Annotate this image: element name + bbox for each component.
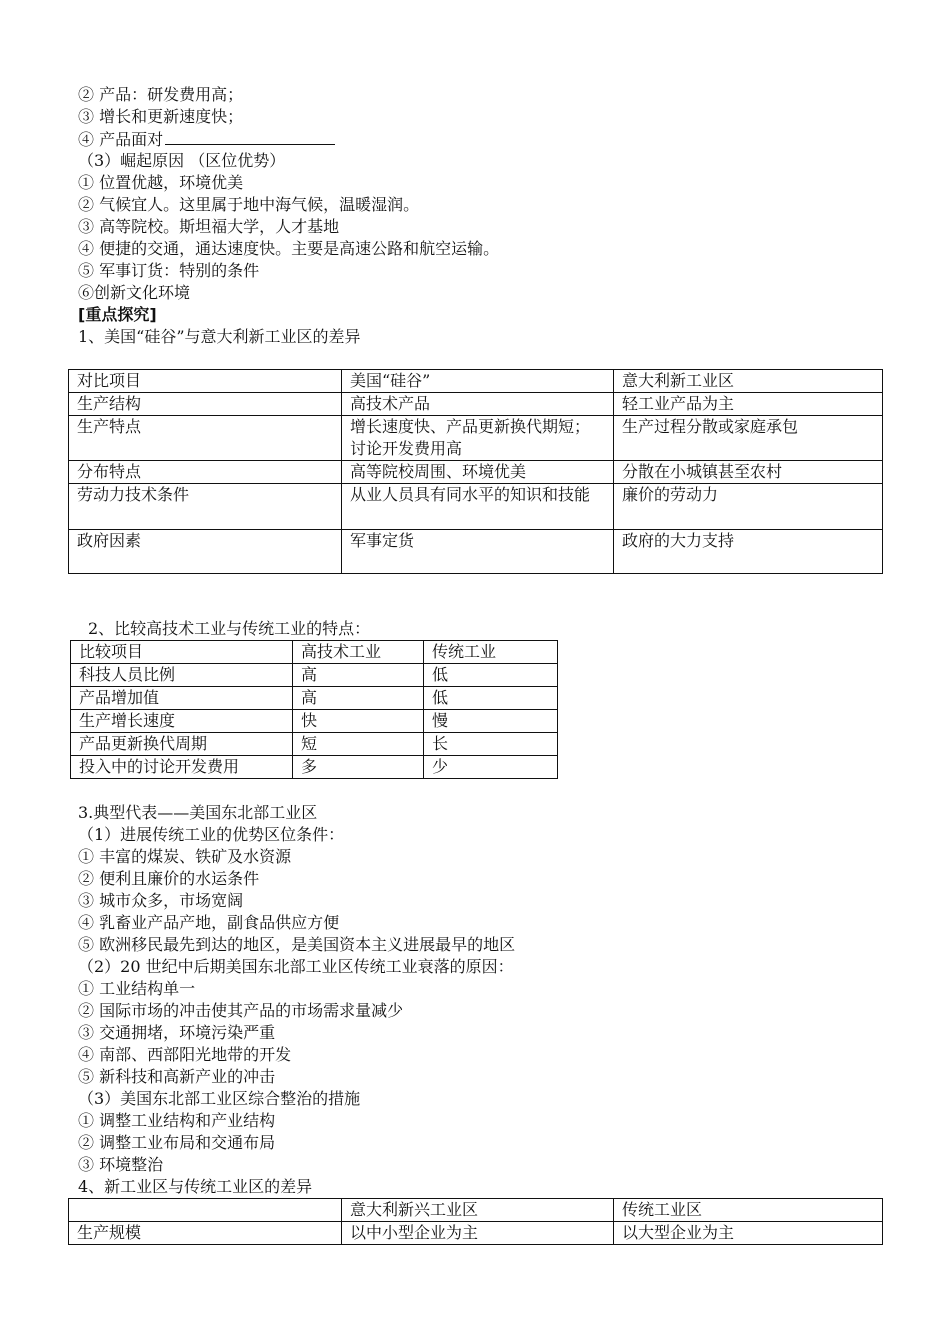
list-item: ① 工业结构单一 bbox=[78, 979, 196, 998]
table-cell: 生产结构 bbox=[69, 393, 342, 416]
list-item: ③ 城市众多，市场宽阔 bbox=[78, 891, 244, 910]
table-cell: 高等院校周围、环境优美 bbox=[342, 461, 614, 484]
table-cell: 多 bbox=[293, 756, 424, 779]
table-row bbox=[71, 710, 558, 733]
new-vs-traditional-region-table bbox=[68, 1198, 883, 1245]
rise-reasons-section bbox=[78, 150, 888, 348]
table-cell: 美国“硅谷” bbox=[342, 370, 614, 393]
table-row bbox=[69, 530, 883, 574]
table-row bbox=[69, 393, 883, 416]
table-cell: 军事定货 bbox=[342, 530, 614, 574]
table-cell: 以中小型企业为主 bbox=[342, 1222, 614, 1245]
table-cell: 以大型企业为主 bbox=[614, 1222, 883, 1245]
table-cell: 廉价的劳动力 bbox=[614, 484, 883, 530]
question-4-title: 4、新工业区与传统工业区的差异 bbox=[78, 1177, 313, 1196]
table-cell: 高技术产品 bbox=[342, 393, 614, 416]
table-cell: 少 bbox=[424, 756, 558, 779]
table-cell: 政府因素 bbox=[69, 530, 342, 574]
list-item-with-blank bbox=[78, 128, 888, 150]
table-row bbox=[69, 484, 883, 530]
table-cell: 意大利新兴工业区 bbox=[342, 1199, 614, 1222]
table-header-row bbox=[69, 1199, 883, 1222]
list-item: ③ 环境整治 bbox=[78, 1155, 164, 1174]
focus-label: [重点探究] bbox=[78, 305, 157, 324]
table-cell: 产品增加值 bbox=[71, 687, 293, 710]
list-item-text: ④ 产品面对 bbox=[78, 130, 164, 149]
table-cell: 高 bbox=[293, 664, 424, 687]
question-3-block bbox=[78, 802, 888, 1198]
table-cell: 生产特点 bbox=[69, 416, 342, 461]
section-heading: （3）美国东北部工业区综合整治的措施 bbox=[78, 1089, 361, 1108]
list-item: ③ 交通拥堵，环境污染严重 bbox=[78, 1023, 276, 1042]
table-cell: 生产过程分散或家庭承包 bbox=[614, 416, 883, 461]
list-item: ⑥创新文化环境 bbox=[78, 283, 191, 302]
question-2-title: 2、比较高技术工业与传统工业的特点： bbox=[88, 619, 371, 638]
table-row bbox=[69, 416, 883, 461]
list-item: ② 产品：研发费用高； bbox=[78, 85, 244, 104]
silicon-valley-vs-italy-table bbox=[68, 369, 883, 574]
table-cell: 增长速度快、产品更新换代期短；讨论开发费用高 bbox=[342, 416, 614, 461]
table-cell: 比较项目 bbox=[71, 641, 293, 664]
table-cell: 意大利新工业区 bbox=[614, 370, 883, 393]
table-cell bbox=[69, 1199, 342, 1222]
list-item: ④ 南部、西部阳光地带的开发 bbox=[78, 1045, 292, 1064]
table-cell: 短 bbox=[293, 733, 424, 756]
table-cell: 产品更新换代周期 bbox=[71, 733, 293, 756]
table-cell: 高技术工业 bbox=[293, 641, 424, 664]
table-row bbox=[69, 461, 883, 484]
table-cell: 对比项目 bbox=[69, 370, 342, 393]
table-cell: 长 bbox=[424, 733, 558, 756]
table-cell: 快 bbox=[293, 710, 424, 733]
table-cell: 政府的大力支持 bbox=[614, 530, 883, 574]
table-cell: 轻工业产品为主 bbox=[614, 393, 883, 416]
table-cell: 分布特点 bbox=[69, 461, 342, 484]
question-3-title: 3.典型代表——美国东北部工业区 bbox=[78, 803, 318, 822]
table-row bbox=[71, 756, 558, 779]
question-1-title: 1、美国“硅谷”与意大利新工业区的差异 bbox=[78, 327, 361, 346]
list-item: ⑤ 军事订货：特别的条件 bbox=[78, 261, 260, 280]
table-cell: 慢 bbox=[424, 710, 558, 733]
table-cell: 低 bbox=[424, 664, 558, 687]
table-cell: 从业人员具有同水平的知识和技能 bbox=[342, 484, 614, 530]
table-header-row bbox=[69, 370, 883, 393]
list-item: ① 位置优越，环境优美 bbox=[78, 173, 244, 192]
list-item: ⑤ 欧洲移民最先到达的地区，是美国资本主义进展最早的地区 bbox=[78, 935, 516, 954]
table-header-row bbox=[71, 641, 558, 664]
table-row bbox=[71, 733, 558, 756]
table-row bbox=[71, 687, 558, 710]
table-cell: 生产规模 bbox=[69, 1222, 342, 1245]
list-item: ② 国际市场的冲击使其产品的市场需求量减少 bbox=[78, 1001, 404, 1020]
table-cell: 低 bbox=[424, 687, 558, 710]
list-item: ② 便利且廉价的水运条件 bbox=[78, 869, 260, 888]
table-cell: 分散在小城镇甚至农村 bbox=[614, 461, 883, 484]
list-item: ④ 便捷的交通，通达速度快。主要是高速公路和航空运输。 bbox=[78, 239, 500, 258]
table-row bbox=[69, 1222, 883, 1245]
question-2-block bbox=[88, 618, 898, 640]
list-item: ② 调整工业布局和交通布局 bbox=[78, 1133, 276, 1152]
fill-in-blank bbox=[165, 128, 335, 145]
table-cell: 传统工业区 bbox=[614, 1199, 883, 1222]
table-row bbox=[71, 664, 558, 687]
table-cell: 投入中的讨论开发费用 bbox=[71, 756, 293, 779]
table-cell: 生产增长速度 bbox=[71, 710, 293, 733]
table-cell: 科技人员比例 bbox=[71, 664, 293, 687]
list-item: ② 气候宜人。这里属于地中海气候，温暖湿润。 bbox=[78, 195, 420, 214]
section-heading: （2）20 世纪中后期美国东北部工业区传统工业衰落的原因： bbox=[78, 957, 514, 976]
hightech-vs-traditional-table bbox=[70, 640, 558, 779]
table-cell: 劳动力技术条件 bbox=[69, 484, 342, 530]
list-item: ① 调整工业结构和产业结构 bbox=[78, 1111, 276, 1130]
list-item: ③ 增长和更新速度快； bbox=[78, 107, 244, 126]
list-item: ① 丰富的煤炭、铁矿及水资源 bbox=[78, 847, 292, 866]
table-cell: 传统工业 bbox=[424, 641, 558, 664]
section-heading: （1）进展传统工业的优势区位条件： bbox=[78, 825, 345, 844]
list-item: ③ 高等院校。斯坦福大学，人才基地 bbox=[78, 217, 340, 236]
section-heading: （3）崛起原因 （区位优势） bbox=[78, 151, 286, 170]
list-item: ④ 乳畜业产品产地，副食品供应方便 bbox=[78, 913, 340, 932]
list-item: ⑤ 新科技和高新产业的冲击 bbox=[78, 1067, 276, 1086]
top-feature-list bbox=[78, 84, 888, 150]
table-cell: 高 bbox=[293, 687, 424, 710]
